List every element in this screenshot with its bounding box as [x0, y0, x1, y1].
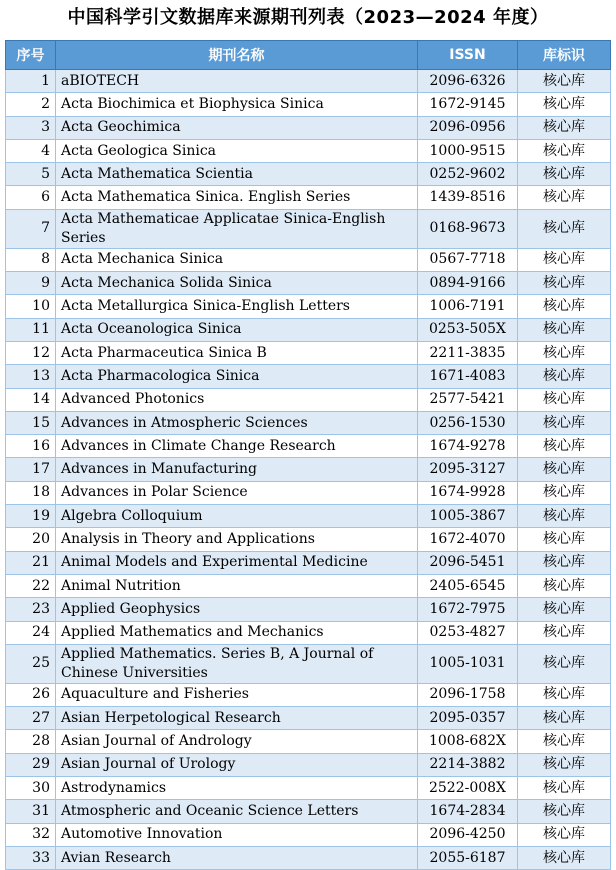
library-tag: 核心库 [518, 800, 611, 823]
row-number: 15 [6, 411, 56, 434]
row-number: 18 [6, 481, 56, 504]
issn-value: 2096-5451 [418, 551, 518, 574]
library-tag: 核心库 [518, 683, 611, 706]
journal-name: Astrodynamics [56, 777, 418, 800]
library-tag: 核心库 [518, 295, 611, 318]
issn-value: 0256-1530 [418, 411, 518, 434]
issn-value: 1671-4083 [418, 365, 518, 388]
journal-name: Advances in Atmospheric Sciences [56, 411, 418, 434]
library-tag: 核心库 [518, 574, 611, 597]
journal-name: Acta Mathematica Scientia [56, 163, 418, 186]
row-number: 1 [6, 70, 56, 93]
table-row [6, 777, 611, 800]
table-row [6, 621, 611, 644]
journal-name: Avian Research [56, 846, 418, 869]
library-tag: 核心库 [518, 823, 611, 846]
table-row [6, 411, 611, 434]
library-tag: 核心库 [518, 435, 611, 458]
journal-name: Asian Herpetological Research [56, 707, 418, 730]
table-row [6, 248, 611, 271]
table-row [6, 505, 611, 528]
table-row [6, 458, 611, 481]
journal-name: Animal Nutrition [56, 574, 418, 597]
row-number: 23 [6, 598, 56, 621]
row-number: 19 [6, 505, 56, 528]
table-row [6, 730, 611, 753]
journal-name: Acta Mathematicae Applicatae Sinica-English Series [56, 209, 418, 248]
issn-value: 2214-3882 [418, 753, 518, 776]
library-tag: 核心库 [518, 598, 611, 621]
row-number: 8 [6, 248, 56, 271]
issn-value: 0567-7718 [418, 248, 518, 271]
row-number: 31 [6, 800, 56, 823]
library-tag: 核心库 [518, 505, 611, 528]
journal-name: Applied Geophysics [56, 598, 418, 621]
issn-value: 1672-9145 [418, 93, 518, 116]
library-tag: 核心库 [518, 411, 611, 434]
issn-value: 1000-9515 [418, 139, 518, 162]
library-tag: 核心库 [518, 753, 611, 776]
row-number: 2 [6, 93, 56, 116]
issn-value: 1672-7975 [418, 598, 518, 621]
table-row [6, 209, 611, 248]
issn-value: 1674-2834 [418, 800, 518, 823]
table-row [6, 823, 611, 846]
library-tag: 核心库 [518, 139, 611, 162]
table-row [6, 574, 611, 597]
library-tag: 核心库 [518, 186, 611, 209]
row-number: 32 [6, 823, 56, 846]
header-tag: 库标识 [518, 41, 611, 70]
issn-value: 1005-3867 [418, 505, 518, 528]
row-number: 16 [6, 435, 56, 458]
journal-name: Applied Mathematics and Mechanics [56, 621, 418, 644]
issn-value: 2096-1758 [418, 683, 518, 706]
library-tag: 核心库 [518, 458, 611, 481]
journal-name: aBIOTECH [56, 70, 418, 93]
journal-name: Acta Pharmaceutica Sinica B [56, 341, 418, 364]
row-number: 21 [6, 551, 56, 574]
page-title: 中国科学引文数据库来源期刊列表（2023—2024 年度） [67, 7, 549, 28]
library-tag: 核心库 [518, 528, 611, 551]
table-row [6, 707, 611, 730]
table-row [6, 435, 611, 458]
table-row [6, 683, 611, 706]
row-number: 30 [6, 777, 56, 800]
issn-value: 0253-505X [418, 318, 518, 341]
issn-value: 2095-3127 [418, 458, 518, 481]
issn-value: 2096-4250 [418, 823, 518, 846]
library-tag: 核心库 [518, 481, 611, 504]
library-tag: 核心库 [518, 365, 611, 388]
table-row [6, 551, 611, 574]
library-tag: 核心库 [518, 248, 611, 271]
journal-name: Automotive Innovation [56, 823, 418, 846]
row-number: 5 [6, 163, 56, 186]
row-number: 24 [6, 621, 56, 644]
row-number: 13 [6, 365, 56, 388]
library-tag: 核心库 [518, 707, 611, 730]
header-name: 期刊名称 [56, 41, 418, 70]
issn-value: 1672-4070 [418, 528, 518, 551]
row-number: 12 [6, 341, 56, 364]
table-row [6, 341, 611, 364]
issn-value: 1006-7191 [418, 295, 518, 318]
table-row [6, 753, 611, 776]
table-row [6, 295, 611, 318]
issn-value: 2522-008X [418, 777, 518, 800]
library-tag: 核心库 [518, 621, 611, 644]
library-tag: 核心库 [518, 116, 611, 139]
issn-value: 1008-682X [418, 730, 518, 753]
journal-name: Asian Journal of Andrology [56, 730, 418, 753]
journal-name: Algebra Colloquium [56, 505, 418, 528]
issn-value: 2096-0956 [418, 116, 518, 139]
journal-name: Acta Oceanologica Sinica [56, 318, 418, 341]
journal-name: Animal Models and Experimental Medicine [56, 551, 418, 574]
row-number: 20 [6, 528, 56, 551]
journal-name: Applied Mathematics. Series B, A Journal of Chinese Universities [56, 644, 418, 683]
row-number: 25 [6, 644, 56, 683]
table-row [6, 528, 611, 551]
journal-name: Acta Geochimica [56, 116, 418, 139]
row-number: 26 [6, 683, 56, 706]
table-body [6, 70, 611, 870]
row-number: 28 [6, 730, 56, 753]
issn-value: 2095-0357 [418, 707, 518, 730]
journal-name: Acta Mechanica Sinica [56, 248, 418, 271]
issn-value: 1674-9278 [418, 435, 518, 458]
journal-name: Advanced Photonics [56, 388, 418, 411]
library-tag: 核心库 [518, 730, 611, 753]
journal-name: Acta Metallurgica Sinica-English Letters [56, 295, 418, 318]
row-number: 27 [6, 707, 56, 730]
header-no: 序号 [6, 41, 56, 70]
journal-name: Advances in Manufacturing [56, 458, 418, 481]
table-row [6, 93, 611, 116]
table-row [6, 388, 611, 411]
journal-name: Acta Mathematica Sinica. English Series [56, 186, 418, 209]
journal-table [5, 40, 611, 870]
row-number: 17 [6, 458, 56, 481]
library-tag: 核心库 [518, 70, 611, 93]
journal-name: Asian Journal of Urology [56, 753, 418, 776]
row-number: 14 [6, 388, 56, 411]
journal-name: Advances in Polar Science [56, 481, 418, 504]
issn-value: 0168-9673 [418, 209, 518, 248]
issn-value: 0252-9602 [418, 163, 518, 186]
library-tag: 核心库 [518, 209, 611, 248]
table-row [6, 365, 611, 388]
table-row [6, 163, 611, 186]
library-tag: 核心库 [518, 163, 611, 186]
library-tag: 核心库 [518, 318, 611, 341]
journal-name: Aquaculture and Fisheries [56, 683, 418, 706]
journal-name: Advances in Climate Change Research [56, 435, 418, 458]
journal-name: Acta Geologica Sinica [56, 139, 418, 162]
library-tag: 核心库 [518, 93, 611, 116]
header-row [6, 41, 611, 70]
issn-value: 2096-6326 [418, 70, 518, 93]
journal-name: Atmospheric and Oceanic Science Letters [56, 800, 418, 823]
row-number: 4 [6, 139, 56, 162]
table-row [6, 644, 611, 683]
library-tag: 核心库 [518, 388, 611, 411]
table-row [6, 598, 611, 621]
header-issn: ISSN [418, 41, 518, 70]
row-number: 6 [6, 186, 56, 209]
issn-value: 2055-6187 [418, 846, 518, 869]
row-number: 3 [6, 116, 56, 139]
row-number: 9 [6, 272, 56, 295]
issn-value: 0894-9166 [418, 272, 518, 295]
table-row [6, 800, 611, 823]
journal-name: Acta Mechanica Solida Sinica [56, 272, 418, 295]
table-row [6, 186, 611, 209]
library-tag: 核心库 [518, 846, 611, 869]
issn-value: 2577-5421 [418, 388, 518, 411]
library-tag: 核心库 [518, 272, 611, 295]
row-number: 22 [6, 574, 56, 597]
table-row [6, 272, 611, 295]
issn-value: 2211-3835 [418, 341, 518, 364]
table-row [6, 70, 611, 93]
issn-value: 2405-6545 [418, 574, 518, 597]
table-row [6, 846, 611, 869]
journal-name: Acta Biochimica et Biophysica Sinica [56, 93, 418, 116]
table-row [6, 139, 611, 162]
library-tag: 核心库 [518, 341, 611, 364]
table-header [6, 41, 611, 70]
row-number: 11 [6, 318, 56, 341]
row-number: 7 [6, 209, 56, 248]
row-number: 29 [6, 753, 56, 776]
table-row [6, 481, 611, 504]
journal-name: Analysis in Theory and Applications [56, 528, 418, 551]
issn-value: 1005-1031 [418, 644, 518, 683]
library-tag: 核心库 [518, 644, 611, 683]
library-tag: 核心库 [518, 551, 611, 574]
issn-value: 1439-8516 [418, 186, 518, 209]
journal-name: Acta Pharmacologica Sinica [56, 365, 418, 388]
row-number: 33 [6, 846, 56, 869]
issn-value: 1674-9928 [418, 481, 518, 504]
library-tag: 核心库 [518, 777, 611, 800]
table-row [6, 116, 611, 139]
table-row [6, 318, 611, 341]
row-number: 10 [6, 295, 56, 318]
issn-value: 0253-4827 [418, 621, 518, 644]
